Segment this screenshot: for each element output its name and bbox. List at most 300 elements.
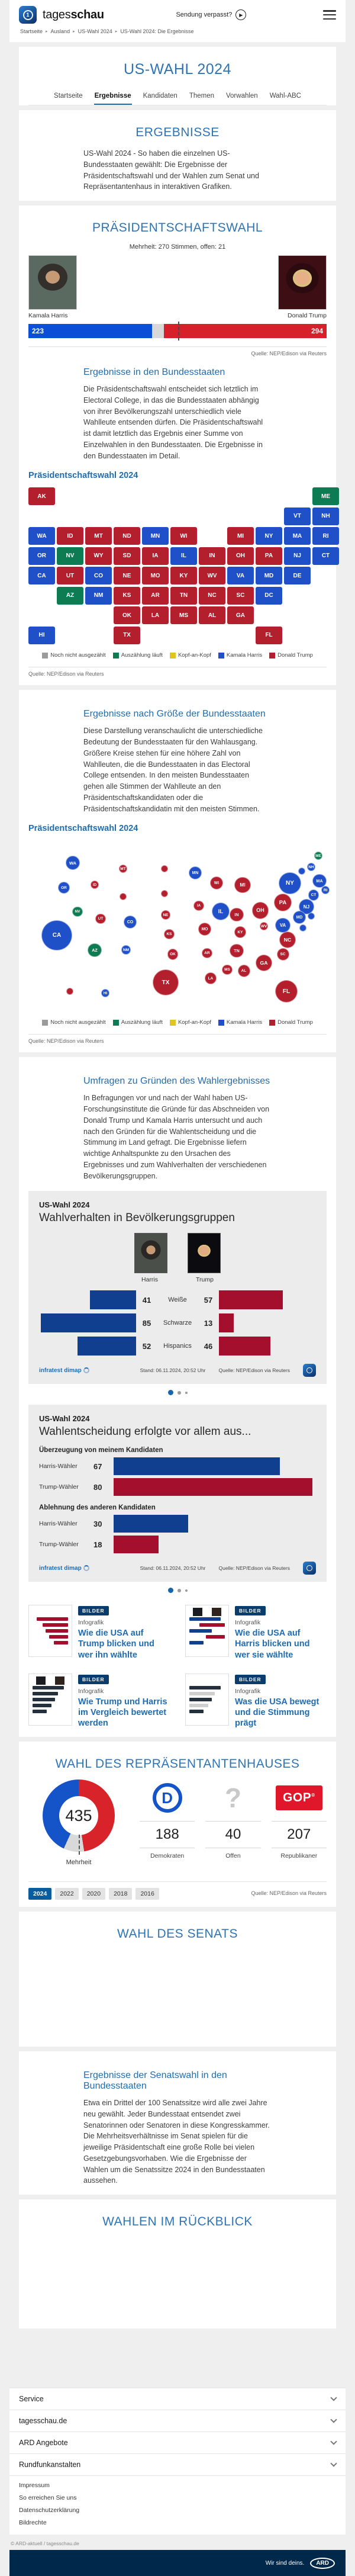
- group-label: Überzeugung von meinem Kandidaten: [39, 1447, 163, 1454]
- footer-accordions: [9, 2388, 346, 2475]
- umfragen-heading: Umfragen zu Gründen des Wahlergebnisses: [83, 1076, 270, 1087]
- state-bubble-AK[interactable]: [66, 988, 73, 995]
- teaser-thumbnail: [28, 1605, 72, 1657]
- page-title: US-WAHL 2024: [124, 61, 231, 78]
- carousel-dots: [28, 1588, 327, 1593]
- house-total-seats: 435: [59, 1796, 98, 1835]
- thumb-bar: [199, 1623, 225, 1627]
- state-tile-SC[interactable]: SC: [227, 587, 254, 605]
- teaser-title: Wie die USA auf Harris blicken und wer sie wählte: [235, 1629, 310, 1660]
- thumb-bar: [49, 1635, 68, 1639]
- carousel-dot[interactable]: [185, 1589, 188, 1592]
- state-tile-MA[interactable]: MA: [284, 527, 311, 545]
- praesidentschaftswahl-block: [19, 205, 336, 685]
- republicans-seats: 207: [272, 1821, 327, 1848]
- teaser-text: [235, 1674, 327, 1729]
- state-bubble-NE[interactable]: NE: [161, 910, 170, 920]
- majority-note: Mehrheit: 270 Stimmen, offen: 21: [129, 243, 226, 250]
- carousel-dot[interactable]: [168, 1588, 173, 1593]
- state-tile-MN[interactable]: MN: [142, 527, 169, 545]
- state-bubble-IN[interactable]: IN: [230, 908, 243, 921]
- demographic-row: [39, 1313, 316, 1332]
- rueckblick-heading: WAHLEN IM RÜCKBLICK: [102, 2215, 253, 2228]
- harris-bar: [114, 1515, 188, 1533]
- thumb-bar: [189, 1641, 204, 1644]
- tab-themen[interactable]: Themen: [189, 92, 214, 99]
- trump-column-label: Trump: [196, 1276, 214, 1284]
- state-bubble-SC[interactable]: SC: [277, 948, 289, 961]
- state-bubble-RI[interactable]: RI: [321, 886, 330, 894]
- harris-value: 52: [142, 1341, 151, 1351]
- harris-column-label: Harris: [141, 1276, 159, 1284]
- sendung-verpasst-link[interactable]: [176, 9, 246, 20]
- state-bubble-LA[interactable]: LA: [205, 972, 217, 984]
- map-title: Präsidentschaftswahl 2024: [28, 471, 138, 481]
- state-bubble-CO[interactable]: CO: [124, 916, 137, 929]
- tab-ergebnisse[interactable]: Ergebnisse: [94, 90, 132, 105]
- state-bubble-NC[interactable]: NC: [279, 932, 296, 948]
- legend-swatch-icon: [170, 653, 176, 659]
- state-bubble-NH[interactable]: NH: [307, 863, 315, 871]
- trump-bar: [114, 1478, 312, 1496]
- carousel-dot[interactable]: [168, 1390, 173, 1395]
- thumb-bar: [189, 1710, 204, 1713]
- breadcrumb-link[interactable]: US-Wahl 2024: [78, 28, 112, 34]
- state-bubble-DE[interactable]: [308, 913, 315, 920]
- state-tile-CA[interactable]: CA: [28, 567, 55, 584]
- legend-label: Kopf-an-Kopf: [178, 652, 211, 659]
- legend-label: Kamala Harris: [226, 1019, 263, 1026]
- year-button-2024[interactable]: 2024: [28, 1888, 51, 1900]
- state-bubble-OR[interactable]: OR: [58, 882, 70, 894]
- trump-value: 57: [204, 1295, 213, 1305]
- breadcrumb-link[interactable]: US-Wahl 2024: Die Ergebnisse: [120, 28, 194, 34]
- majority-marker: [178, 322, 179, 341]
- state-tile-AR[interactable]: AR: [142, 587, 169, 605]
- brand-bold: schau: [70, 8, 104, 21]
- harris-bar: [90, 1290, 136, 1309]
- umfragen-block: [19, 1057, 336, 1737]
- bubble-map-legend: [28, 1019, 327, 1026]
- state-bubble-MI[interactable]: MI: [234, 877, 250, 893]
- legend-item: [42, 1019, 105, 1026]
- category-label: Schwarze: [163, 1319, 192, 1327]
- open-seats: 40: [205, 1821, 260, 1848]
- year-button-2018[interactable]: 2018: [109, 1888, 132, 1900]
- harris-value: 41: [142, 1295, 151, 1305]
- state-tile-NH[interactable]: NH: [312, 508, 339, 525]
- state-tile-SD[interactable]: SD: [114, 547, 140, 565]
- trump-bar: [219, 1313, 234, 1332]
- footer-accordion-label: ARD Angebote: [19, 2439, 68, 2447]
- legend-label: Auszählung läuft: [121, 652, 163, 659]
- breadcrumb-link[interactable]: Startseite: [20, 28, 43, 34]
- candidate-harris: [28, 255, 77, 319]
- state-bubble-HI[interactable]: HI: [101, 989, 109, 997]
- state-tile-UT[interactable]: UT: [57, 567, 83, 584]
- trump-bar-cell: [219, 1337, 316, 1356]
- teaser-grid: [28, 1605, 327, 1729]
- state-tile-KY[interactable]: KY: [170, 567, 197, 584]
- legend-item: [170, 652, 211, 659]
- state-bubble-NJ[interactable]: NJ: [299, 899, 314, 914]
- trump-bar-cell: [219, 1313, 316, 1332]
- footer-accordion-label: tagesschau.de: [19, 2417, 67, 2425]
- infographic-source: Quelle: NEP/Edison via Reuters: [218, 1367, 290, 1374]
- footer-link[interactable]: Impressum: [19, 2482, 50, 2489]
- teaser-title: Wie Trump und Harris im Vergleich bewertet werden: [78, 1697, 167, 1728]
- state-tile-DC[interactable]: DC: [256, 587, 282, 605]
- state-tile-IA[interactable]: IA: [142, 547, 169, 565]
- senat-ergebnisse-text: Etwa ein Drittel der 100 Senatssitze wird alle zwei Jahre neu gewählt. Jeder Bundesstaat entsendet zwei Senatorinnen oder Senatoren in diese Kongresskammer. Die Mehrheitsverhältnisse im Senat spielen für die jeweilige Präsidentschaft eine große Rolle bei vielen Gesetzgebungsvorhaben. Wie die Ergebnisse der Wahlen um die Senatssitze 2024 in den Bundesstaaten aussehen.: [83, 2099, 270, 2185]
- state-tile-DE[interactable]: DE: [284, 567, 311, 584]
- state-bubble-AL[interactable]: AL: [238, 965, 250, 977]
- teaser-card[interactable]: [28, 1674, 170, 1729]
- state-tile-WV[interactable]: WV: [199, 567, 225, 584]
- teaser-card[interactable]: [185, 1674, 327, 1729]
- legend-swatch-icon: [113, 1020, 119, 1026]
- footer-links: [9, 2475, 346, 2535]
- state-bubble-NV[interactable]: NV: [72, 907, 82, 917]
- state-tile-HI[interactable]: HI: [28, 627, 55, 644]
- footer-link[interactable]: Datenschutzerklärung: [19, 2507, 80, 2514]
- state-bubble-ME[interactable]: ME: [314, 852, 322, 860]
- gop-logo-icon: GOP®: [276, 1785, 322, 1810]
- state-tile-OH[interactable]: OH: [227, 547, 254, 565]
- demographic-row: [39, 1337, 316, 1356]
- bilder-badge: BILDER: [235, 1675, 266, 1684]
- state-tile-PA[interactable]: PA: [256, 547, 282, 565]
- thumb-bar: [43, 1623, 68, 1627]
- state-bubble-TX[interactable]: TX: [153, 969, 179, 995]
- harris-ev-segment: [28, 324, 152, 338]
- harris-bar-cell: [39, 1313, 136, 1332]
- footer: [9, 2388, 346, 2535]
- footer-accordion-service[interactable]: [9, 2388, 346, 2410]
- state-bubble-WA[interactable]: WA: [66, 856, 80, 870]
- breadcrumb-link[interactable]: Ausland: [50, 28, 70, 34]
- voter-group-value: 18: [93, 1540, 102, 1549]
- thumb-bar: [206, 1635, 225, 1639]
- state-bubble-VT[interactable]: [298, 868, 305, 875]
- state-tile-WA[interactable]: WA: [28, 527, 55, 545]
- state-tile-MT[interactable]: MT: [85, 527, 112, 545]
- stand-timestamp: Stand: 06.11.2024, 20:52 Uhr: [140, 1367, 206, 1374]
- state-tile-MD[interactable]: MD: [256, 567, 282, 584]
- thumb-bar: [189, 1692, 215, 1695]
- breadcrumb-separator-icon: ▸: [115, 30, 118, 34]
- teaser-text: [78, 1605, 170, 1660]
- umfragen-text: In Befragungen vor und nach der Wahl haben US-Forschungsinstitute die Gründe für das Abschneiden von Donald Trump und Kamala Harris untersucht und auch nach den Gründen für die Wahlentscheidung und die Stimmung im Land gefragt. Die Ergebnisse liefern wichtige Anhaltspunkte zu den Ursachen des Ergebnisses und zum Wahlverhalten der verschiedenen Bevölkerungsgruppen.: [83, 1094, 270, 1180]
- state-bubble-MO[interactable]: MO: [198, 923, 211, 936]
- legend-swatch-icon: [113, 653, 119, 659]
- question-mark-icon: ?: [224, 1782, 242, 1813]
- ard-bottom-bar: [9, 2550, 346, 2576]
- trump-ev-segment: [164, 324, 327, 338]
- play-icon[interactable]: ▶: [235, 9, 246, 20]
- state-bubble-IA[interactable]: IA: [193, 901, 204, 911]
- harris-photo: [28, 255, 77, 310]
- carousel-dot[interactable]: [178, 1589, 181, 1592]
- tagesschau-mini-logo-icon: [303, 1562, 316, 1575]
- state-bubble-MT[interactable]: MT: [119, 865, 127, 873]
- state-tile-MO[interactable]: MO: [142, 567, 169, 584]
- legend-item: [218, 1019, 262, 1026]
- state-tile-FL[interactable]: FL: [256, 627, 282, 644]
- bubble-map-source: Quelle: NEP/Edison via Reuters: [28, 1034, 327, 1044]
- footer-accordion-ard-angebote[interactable]: [9, 2432, 346, 2453]
- republicans-stat: [272, 1780, 327, 1859]
- state-bubble-MA[interactable]: MA: [312, 874, 326, 888]
- democrats-stat: [140, 1780, 195, 1859]
- state-bubble-NM[interactable]: NM: [121, 945, 131, 955]
- teaser-card[interactable]: [28, 1605, 170, 1660]
- trump-value: 46: [204, 1341, 213, 1351]
- harris-bar: [78, 1337, 136, 1356]
- trump-name: Donald Trump: [288, 312, 327, 319]
- state-tile-NM[interactable]: NM: [85, 587, 112, 605]
- voter-group-label: Trump-Wähler: [39, 1541, 79, 1549]
- chevron-down-icon: [330, 2394, 337, 2401]
- thumb-bar: [33, 1710, 47, 1713]
- voter-group-value: 67: [93, 1462, 102, 1471]
- header: [9, 0, 346, 42]
- house-source: Quelle: NEP/Edison via Reuters: [251, 1890, 327, 1896]
- bubble-map-title: Präsidentschaftswahl 2024: [28, 824, 138, 834]
- state-bubble-NY[interactable]: NY: [279, 872, 301, 894]
- ard-logo-icon[interactable]: ARD: [310, 2558, 335, 2569]
- teaser-text: [78, 1674, 170, 1729]
- teaser-kicker: Infografik: [235, 1619, 261, 1627]
- legend-label: Donald Trump: [277, 1019, 313, 1026]
- state-tile-TN[interactable]: TN: [170, 587, 197, 605]
- state-tile-NV[interactable]: NV: [57, 547, 83, 565]
- state-bubble-CT[interactable]: CT: [308, 889, 320, 901]
- state-bubble-WI[interactable]: WI: [210, 876, 223, 889]
- state-tile-OK[interactable]: OK: [114, 606, 140, 624]
- groesse-text: Diese Darstellung veranschaulicht die unterschiedliche Bedeutung der Bundesstaaten für den Wahlausgang. Größere Kreise stehen für eine höhere Zahl von Wahlleuten, die die Bundesstaaten in das Electoral College entsenden. In den meisten Bundesstaaten gehen alle Stimmen der Wahlleute an den Präsidentschaftskandidaten oder die Präsidentschaftskandidatin mit den meisten Stimmen.: [83, 727, 263, 813]
- state-bubble-GA[interactable]: GA: [256, 955, 272, 971]
- groesse-heading: Ergebnisse nach Größe der Bundesstaaten: [83, 709, 266, 720]
- infratest-spinner-icon: [83, 1367, 89, 1373]
- legend-item: [170, 1019, 211, 1026]
- decision-row: [39, 1536, 316, 1553]
- footer-accordion-rundfunkanstalten[interactable]: [9, 2453, 346, 2475]
- state-tile-OR[interactable]: OR: [28, 547, 55, 565]
- state-bubble-DC[interactable]: [299, 924, 306, 932]
- teaser-thumbnail: [185, 1674, 229, 1726]
- open-ev-segment: [152, 324, 164, 338]
- state-tile-ID[interactable]: ID: [57, 527, 83, 545]
- state-tile-CO[interactable]: CO: [85, 567, 112, 584]
- republicans-label: Republikaner: [280, 1852, 318, 1859]
- teaser-title: Wie die USA auf Trump blicken und wer ihn wählte: [78, 1629, 154, 1660]
- breadcrumb-separator-icon: ▸: [46, 30, 48, 34]
- state-bubble-OH[interactable]: OH: [252, 902, 269, 919]
- legend-label: Auszählung läuft: [121, 1019, 163, 1026]
- tab-wahl-abc[interactable]: Wahl-ABC: [269, 92, 301, 99]
- legend-swatch-icon: [218, 1020, 224, 1026]
- legend-label: Noch nicht ausgezählt: [50, 652, 106, 659]
- tagesschau-logo-icon[interactable]: [19, 6, 37, 24]
- open-label: Offen: [225, 1852, 241, 1859]
- year-button-2016[interactable]: 2016: [135, 1888, 159, 1900]
- state-bubble-WV[interactable]: WV: [260, 922, 268, 930]
- senat-heading: WAHL DES SENATS: [117, 1927, 238, 1941]
- ard-slogan: Wir sind deins.: [265, 2559, 305, 2567]
- tab-vorwahlen[interactable]: Vorwahlen: [226, 92, 258, 99]
- legend-label: Kamala Harris: [226, 652, 263, 659]
- house-heading: WAHL DES REPRÄSENTANTENHAUSES: [55, 1757, 300, 1771]
- legend-item: [42, 652, 105, 659]
- state-tile-NC[interactable]: NC: [199, 587, 225, 605]
- state-tile-KS[interactable]: KS: [114, 587, 140, 605]
- legend-label: Kopf-an-Kopf: [178, 1019, 211, 1026]
- rueckblick-block: [19, 2199, 336, 2328]
- trump-bar-cell: [219, 1290, 316, 1309]
- bundesstaaten-text: Die Präsidentschaftswahl entscheidet sich letztlich im Electoral College, in das die Bundesstaaten abhängig von ihrer Bevölkerungszahl unterschiedlich viele Wahlleute entsenden dürfen. Die Präsidentschaftswahl ist damit letztlich das Ergebnis einer Summe von Einzelwahlen in den Bundesstaaten. Die Ergebnisse in den Bundesstaaten im Detail.: [83, 385, 263, 460]
- trump-mini-photo: [188, 1233, 221, 1273]
- state-tile-NY[interactable]: NY: [256, 527, 282, 545]
- year-button-2020[interactable]: 2020: [82, 1888, 105, 1900]
- thumb-bar: [54, 1641, 68, 1644]
- state-bubble-KY[interactable]: KY: [234, 926, 246, 938]
- carousel-dots: [28, 1390, 327, 1395]
- state-tile-ME[interactable]: ME: [312, 487, 339, 505]
- infographic-title: Wahlentscheidung erfolgte vor allem aus...: [39, 1425, 251, 1438]
- decision-row: [39, 1515, 316, 1533]
- state-bubble-UT[interactable]: UT: [95, 914, 105, 924]
- state-tile-WY[interactable]: WY: [85, 547, 112, 565]
- state-tile-VT[interactable]: VT: [284, 508, 311, 525]
- rueckblick-embed-placeholder: [28, 2237, 327, 2320]
- state-bubble-ID[interactable]: ID: [91, 881, 99, 889]
- state-bubble-IL[interactable]: IL: [212, 902, 230, 921]
- map-source: Quelle: NEP/Edison via Reuters: [28, 667, 327, 677]
- thumb-bar: [46, 1629, 68, 1633]
- state-bubble-MN[interactable]: MN: [189, 866, 202, 879]
- copyright-text: © ARD-aktuell / tagesschau.de: [11, 2540, 79, 2546]
- category-label: Hispanics: [163, 1342, 192, 1350]
- stand-timestamp: Stand: 06.11.2024, 20:52 Uhr: [140, 1565, 206, 1572]
- harris-bar: [41, 1313, 137, 1332]
- ergebnisse-heading: ERGEBNISSE: [135, 126, 220, 139]
- state-tile-MS[interactable]: MS: [170, 606, 197, 624]
- state-tile-CT[interactable]: CT: [312, 547, 339, 565]
- state-bubble-OK[interactable]: OK: [167, 949, 179, 960]
- carousel-dot[interactable]: [185, 1392, 188, 1394]
- state-bubble-MD[interactable]: MD: [293, 911, 306, 924]
- democrats-label: Demokraten: [150, 1852, 185, 1859]
- state-tile-AK[interactable]: AK: [28, 487, 55, 505]
- state-tile-TX[interactable]: TX: [114, 627, 140, 644]
- thumb-bar: [189, 1629, 212, 1633]
- title-block: [19, 47, 336, 105]
- thumb-bar: [189, 1704, 208, 1707]
- state-bubble-ND[interactable]: [161, 865, 168, 872]
- state-tile-ND[interactable]: ND: [114, 527, 140, 545]
- harris-mini-photo: [134, 1233, 167, 1273]
- state-tile-AL[interactable]: AL: [199, 606, 225, 624]
- tab-startseite[interactable]: Startseite: [54, 92, 83, 99]
- brand-wordmark[interactable]: [43, 8, 104, 22]
- voter-group-label: Harris-Wähler: [39, 1520, 78, 1528]
- infratest-spinner-icon: [83, 1565, 89, 1571]
- harris-name: Kamala Harris: [28, 312, 68, 319]
- state-bubble-CA[interactable]: CA: [41, 920, 72, 950]
- state-tile-NJ[interactable]: NJ: [284, 547, 311, 565]
- teaser-card[interactable]: [185, 1605, 327, 1660]
- state-tile-VA[interactable]: VA: [227, 567, 254, 584]
- pw-heading: PRÄSIDENTSCHAFTSWAHL: [92, 221, 263, 235]
- decision-chart: [39, 1447, 316, 1553]
- senat-text-block: [19, 2051, 336, 2195]
- trump-ev-value: 294: [311, 327, 323, 335]
- state-bubble-AZ[interactable]: AZ: [88, 943, 101, 957]
- footer-link[interactable]: Bildrechte: [19, 2519, 47, 2526]
- state-bubble-KS[interactable]: KS: [164, 929, 174, 939]
- state-bubble-SD[interactable]: [161, 890, 168, 897]
- chevron-down-icon: [330, 2460, 337, 2466]
- harris-bar-cell: [39, 1290, 136, 1309]
- state-bubble-AR[interactable]: AR: [202, 948, 212, 958]
- state-tile-WI[interactable]: WI: [170, 527, 197, 545]
- state-tile-MI[interactable]: MI: [227, 527, 254, 545]
- infographic-kicker: US-Wahl 2024: [39, 1414, 90, 1424]
- senat-block: [19, 1912, 336, 2047]
- repraesentantenhaus-block: [19, 1742, 336, 1907]
- state-tile-IN[interactable]: IN: [199, 547, 225, 565]
- state-bubble-TN[interactable]: TN: [230, 944, 243, 958]
- logo-ring-icon: 1: [23, 10, 33, 20]
- trump-value: 13: [204, 1318, 213, 1328]
- tab-kandidaten[interactable]: Kandidaten: [143, 92, 178, 99]
- bilder-badge: BILDER: [78, 1606, 109, 1615]
- legend-swatch-icon: [269, 1020, 275, 1026]
- state-bubble-FL[interactable]: FL: [275, 980, 298, 1003]
- state-bubble-PA[interactable]: PA: [274, 894, 292, 912]
- bilder-badge: BILDER: [235, 1606, 266, 1615]
- state-tile-IL[interactable]: IL: [170, 547, 197, 565]
- hamburger-menu-icon[interactable]: [323, 10, 336, 20]
- state-tile-NE[interactable]: NE: [114, 567, 140, 584]
- ergebnisse-block: [19, 110, 336, 201]
- demographics-chart: [39, 1290, 316, 1356]
- thumb-bar: [33, 1704, 51, 1707]
- state-bubble-VA[interactable]: VA: [275, 918, 290, 933]
- state-bubble-MS[interactable]: MS: [222, 965, 232, 975]
- group-label: Ablehnung des anderen Kandidaten: [39, 1504, 156, 1512]
- state-tile-RI[interactable]: RI: [312, 527, 339, 545]
- brand-light: tages: [43, 8, 71, 21]
- footer-link[interactable]: So erreichen Sie uns: [19, 2494, 77, 2501]
- state-tile-AZ[interactable]: AZ: [57, 587, 83, 605]
- electoral-vote-bar: [28, 324, 327, 338]
- harris-bar: [114, 1457, 280, 1475]
- thumb-bar: [189, 1686, 221, 1690]
- thumb-bar: [189, 1617, 221, 1621]
- state-bubble-WY[interactable]: [120, 893, 127, 900]
- thumb-bar: [189, 1698, 212, 1701]
- carousel-dot[interactable]: [178, 1391, 181, 1395]
- us-states-bubble-map: [28, 840, 336, 1013]
- footer-accordion-tagesschau-de[interactable]: [9, 2410, 346, 2432]
- state-tile-LA[interactable]: LA: [142, 606, 169, 624]
- trump-photo: [278, 255, 327, 310]
- state-tile-GA[interactable]: GA: [227, 606, 254, 624]
- year-button-2022[interactable]: 2022: [55, 1888, 78, 1900]
- voter-group-value: 30: [93, 1519, 102, 1528]
